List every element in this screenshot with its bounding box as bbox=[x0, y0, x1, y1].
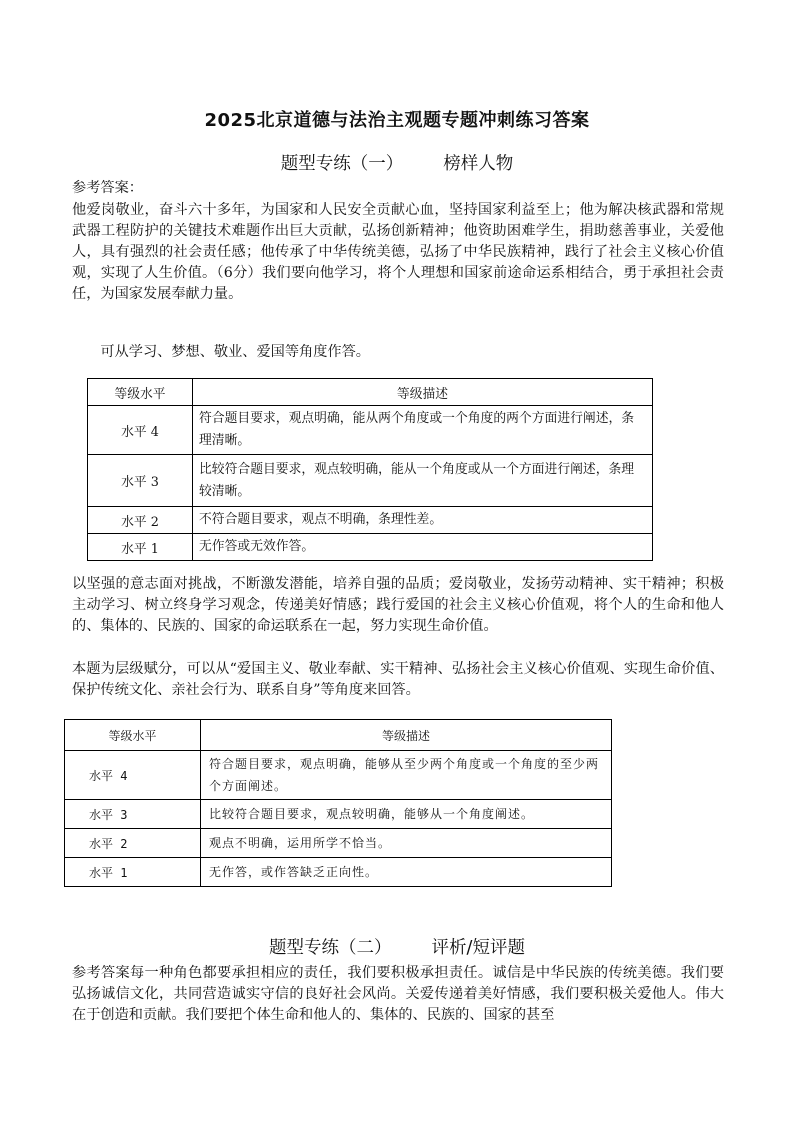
table-header-level: 等级水平 bbox=[65, 720, 201, 751]
table-cell-desc: 符合题目要求，观点明确，能从两个角度或一个角度的两个方面进行阐述，条理清晰。 bbox=[193, 406, 653, 455]
table-cell-level: 水平 2 bbox=[65, 829, 201, 858]
table-row bbox=[88, 455, 653, 507]
table-cell-level: 水平 4 bbox=[88, 406, 193, 455]
table-row bbox=[88, 534, 653, 561]
table-row bbox=[88, 507, 653, 534]
document-title: 2025北京道德与法治主观题专题冲刺练习答案 bbox=[204, 110, 590, 131]
section1-hint: 可从学习、梦想、敬业、爱国等角度作答。 bbox=[100, 344, 370, 360]
table-cell-level: 水平 1 bbox=[65, 858, 201, 887]
section2-heading-left: 题型专练（二） bbox=[269, 938, 392, 958]
table-header-level: 等级水平 bbox=[88, 379, 193, 406]
table-header-row bbox=[65, 720, 612, 751]
section1-answer: 他爱岗敬业，奋斗六十多年，为国家和人民安全贡献心血，坚持国家利益至上；他为解决核武器和常规武器工程防护的关键技术难题作出巨大贡献，弘扬创新精神；他资助困难学生，捐助慈善事业，关爱他人，具有强烈的社会责任感；他传承了中华传统美德，弘扬了中华民族精神，践行了社会主义核心价值观，实现了人生价值。（6分）我们要向他学习，将个人理想和国家前途命运系相结合，勇于承担社会责任，为国家发展奉献力量。 bbox=[72, 202, 724, 302]
table-cell-desc: 不符合题目要求，观点不明确，条理性差。 bbox=[193, 507, 653, 534]
table-header-row bbox=[88, 379, 653, 406]
table-cell-level: 水平 3 bbox=[88, 455, 193, 507]
section1-answer2: 以坚强的意志面对挑战，不断激发潜能，培养自强的品质；爱岗敬业，发扬劳动精神、实干精神；积极主动学习、树立终身学习观念，传递美好情感；践行爱国的社会主义核心价值观，将个人的生命和他人的、集体的、民族的、国家的命运联系在一起，努力实现生命价值。 bbox=[72, 576, 724, 634]
table-header-desc: 等级描述 bbox=[193, 379, 653, 406]
table-cell-desc: 观点不明确，运用所学不恰当。 bbox=[201, 829, 612, 858]
section1-heading-right: 榜样人物 bbox=[443, 154, 514, 174]
table-row bbox=[65, 751, 612, 800]
table-cell-desc: 比较符合题目要求，观点较明确，能从一个角度或从一个方面进行阐述，条理较清晰。 bbox=[193, 455, 653, 507]
table-row bbox=[65, 800, 612, 829]
table-row bbox=[88, 406, 653, 455]
table-cell-desc: 符合题目要求，观点明确，能够从至少两个角度或一个角度的至少两个方面阐述。 bbox=[201, 751, 612, 800]
table-cell-level: 水平 1 bbox=[88, 534, 193, 561]
table-header-desc: 等级描述 bbox=[201, 720, 612, 751]
table-row bbox=[65, 829, 612, 858]
table-cell-level: 水平 4 bbox=[65, 751, 201, 800]
table-cell-desc: 无作答或无效作答。 bbox=[193, 534, 653, 561]
section1-heading-left: 题型专练（一） bbox=[280, 154, 404, 174]
section1-heading bbox=[0, 150, 794, 175]
grading-table-1 bbox=[87, 378, 653, 561]
table-cell-level: 水平 3 bbox=[65, 800, 201, 829]
table-cell-level: 水平 2 bbox=[88, 507, 193, 534]
section1-answer3: 本题为层级赋分，可以从“爱国主义、敬业奉献、实干精神、弘扬社会主义核心价值观、实现生命价值、保护传统文化、亲社会行为、联系自身”等角度来回答。 bbox=[72, 661, 724, 698]
grading-table-2 bbox=[64, 719, 612, 887]
section2-answer: 参考答案每一种角色都要承担相应的责任，我们要积极承担责任。诚信是中华民族的传统美德。我们要弘扬诚信文化，共同营造诚实守信的良好社会风尚。关爱传递着美好情感，我们要积极关爱他人。伟大在于创造和贡献。我们要把个体生命和他人的、集体的、民族的、国家的甚至 bbox=[72, 965, 724, 1023]
table-row bbox=[65, 858, 612, 887]
section2-heading bbox=[0, 934, 794, 959]
table-cell-desc: 无作答，或作答缺乏正向性。 bbox=[201, 858, 612, 887]
section1-ref-label: 参考答案： bbox=[72, 180, 143, 196]
section2-heading-right: 评析/短评题 bbox=[431, 938, 525, 958]
table-cell-desc: 比较符合题目要求，观点较明确，能够从一个角度阐述。 bbox=[201, 800, 612, 829]
